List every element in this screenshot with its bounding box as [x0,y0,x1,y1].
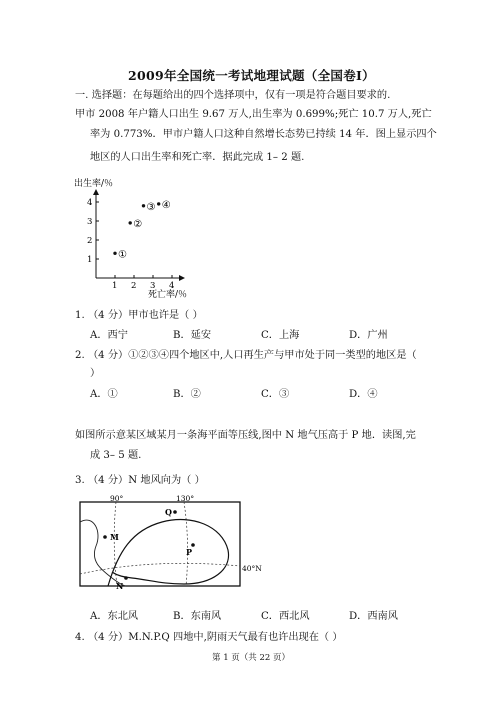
q2-stem-end: ） [90,368,101,379]
x-tick-label: 1 [112,281,118,291]
page-title: 2009年全国统一考试地理试题（全国卷Ⅰ） [128,68,375,83]
point-q-marker [173,510,177,514]
x-tick-label: 2 [131,281,137,291]
q4-stem: 4. （4 分）M.N.P.Q 四地中,阴雨天气最有也许出现在（ ） [75,632,343,643]
scatter-point-label: ④ [161,199,171,211]
point-p-label: P [186,547,193,557]
intro2-line-2: 成 3– 5 题. [90,450,142,461]
q2-option-a[interactable]: A．① [90,389,118,400]
section-heading: 一. 选择题：在每题给出的四个选择项中，仅有一项是符合题目要求的. [75,90,391,101]
y-tick-label: 2 [87,236,93,246]
q1-option-a[interactable]: A．西宁 [90,330,128,341]
point-n-marker [124,576,128,580]
intro2-line-1: 如图所示意某区域某月一条海平面等压线,图中 N 地气压高于 P 地．读图,完 [75,430,416,441]
q1-option-b[interactable]: B．延安 [173,330,212,341]
y-axis-label: 出生率/％ [74,179,114,189]
q2-stem: 2. （4 分）①②③④四个地区中,人口再生产与甲市处于同一类型的地区是（ [75,350,417,361]
q1-option-d[interactable]: D．广州 [349,330,388,341]
intro-line-3: 地区的人口出生率和死亡率．据此完成 1– 2 题. [90,152,305,163]
q3-option-c[interactable]: C．西北风 [261,611,310,622]
q2-option-c[interactable]: C．③ [261,389,290,400]
lat-label: 40°N [242,564,262,573]
x-axis-label: 死亡率/％ [148,290,188,300]
q3-option-b[interactable]: B．东南风 [173,611,222,622]
isobar-map [72,492,272,598]
x-tick-label: 3 [150,281,156,291]
q2-option-b[interactable]: B．② [173,389,201,400]
scatter-point [157,202,160,205]
scatter-point [142,204,145,207]
q1-option-c[interactable]: C．上海 [261,330,300,341]
scatter-point-label: ② [133,218,143,230]
x-tick-label: 4 [169,281,175,291]
coastline [80,520,126,586]
parallel-40n [80,563,240,574]
scatter-point-label: ③ [146,201,156,213]
scatter-point-label: ① [118,249,127,261]
lon-label-right: 130° [176,494,195,503]
intro-line-1: 甲市 2008 年户籍人口出生 9.67 万人,出生率为 0.699%;死亡 10.7 万人,死亡 [75,109,432,120]
isobar [108,520,229,586]
y-tick-label: 4 [87,198,93,208]
y-tick-label: 3 [87,217,93,227]
q3-stem: 3. （4 分）N 地风向为（ ） [75,475,205,486]
meridian-130 [184,502,188,586]
q1-stem: 1. （4 分）甲市也许是（ ） [75,310,203,321]
q3-option-a[interactable]: A．东北风 [90,611,139,622]
scatter-point [113,252,116,255]
point-n-label: N [116,581,124,591]
lon-label-left: 90° [110,494,124,503]
intro-line-2: 率为 0.773%．甲市户籍人口这种自然增长态势已持续 14 年．图上显示四个 [90,129,437,140]
page-footer: 第 1 页（共 22 页） [212,653,291,663]
point-m-marker [103,535,107,539]
point-m-label: M [110,532,119,542]
point-q-label: Q [165,507,172,517]
q3-option-d[interactable]: D．西南风 [349,611,398,622]
q2-option-d[interactable]: D．④ [349,389,378,400]
scatter-point [129,221,132,224]
map-frame [80,502,240,586]
y-tick-label: 1 [87,255,93,265]
birth-death-scatter [70,170,200,305]
